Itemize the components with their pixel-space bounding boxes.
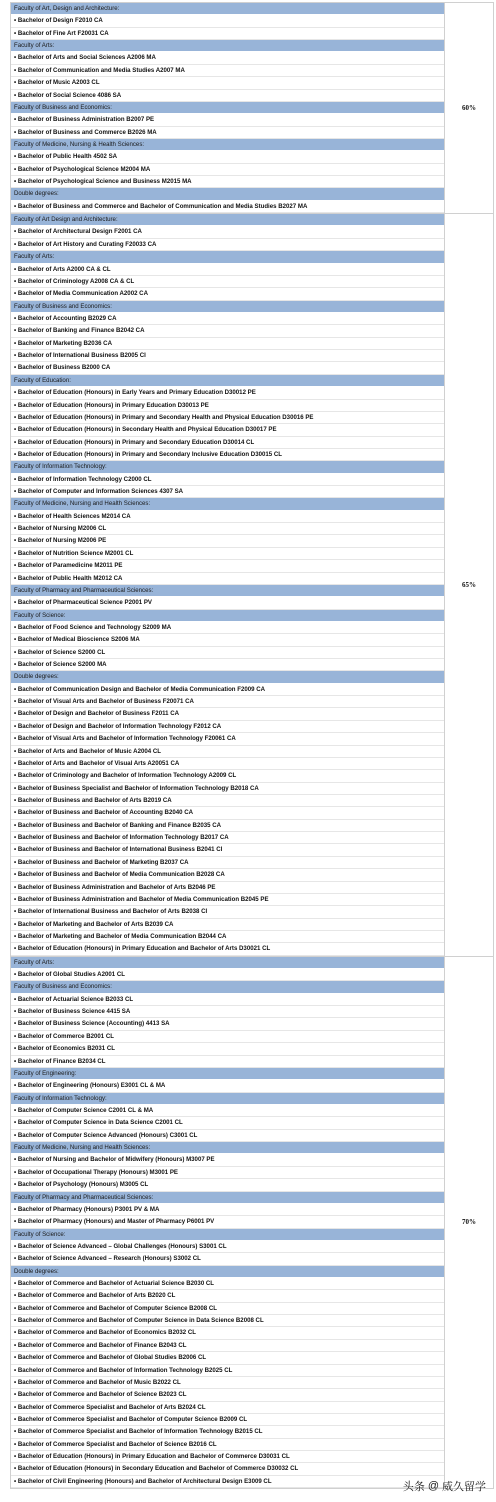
course-item: • Bachelor of Science Advanced – Research (Honours) S3002 CL: [11, 1253, 444, 1265]
faculty-header: Faculty of Business and Economics:: [11, 301, 444, 313]
course-item: • Bachelor of Public Health 4502 SA: [11, 151, 444, 163]
faculty-header: Faculty of Pharmacy and Pharmaceutical Sciences:: [11, 585, 444, 597]
course-item: • Bachelor of Design and Bachelor of Business F2011 CA: [11, 708, 444, 720]
course-item: • Bachelor of Commerce and Bachelor of Computer Science B2008 CL: [11, 1303, 444, 1315]
faculty-header: Double degrees:: [11, 671, 444, 683]
course-item: • Bachelor of Commerce and Bachelor of Science B2023 CL: [11, 1389, 444, 1401]
course-item: • Bachelor of Pharmaceutical Science P2001 PV: [11, 597, 444, 609]
course-list-cell: [11, 956, 445, 1488]
course-item: • Bachelor of Commerce Specialist and Bachelor of Information Technology B2015 CL: [11, 1426, 444, 1438]
course-item: • Bachelor of Computer Science C2001 CL & MA: [11, 1105, 444, 1117]
course-item: • Bachelor of Actuarial Science B2033 CL: [11, 994, 444, 1006]
course-item: • Bachelor of Education (Honours) in Primary Education and Bachelor of Commerce D30031 CL: [11, 1451, 444, 1463]
course-item: • Bachelor of Public Health M2012 CA: [11, 573, 444, 585]
course-item: • Bachelor of Education (Honours) in Primary Education and Bachelor of Arts D30021 CL: [11, 943, 444, 955]
faculty-header: Double degrees:: [11, 188, 444, 200]
course-item: • Bachelor of Science S2000 CL: [11, 647, 444, 659]
course-item: • Bachelor of Education (Honours) in Primary and Secondary Inclusive Education D30015 CL: [11, 449, 444, 461]
faculty-header: Faculty of Art Design and Architecture:: [11, 214, 444, 226]
course-item: • Bachelor of Education (Honours) in Primary and Secondary Health and Physical Education D30016 PE: [11, 412, 444, 424]
course-item: • Bachelor of Pharmacy (Honours) P3001 PV & MA: [11, 1204, 444, 1216]
watermark-account: 威久留学: [442, 1481, 486, 1493]
course-item: • Bachelor of Business and Commerce B2026 MA: [11, 127, 444, 139]
course-item: • Bachelor of Psychological Science and Business M2015 MA: [11, 176, 444, 188]
course-item: • Bachelor of Business Administration and Bachelor of Arts B2046 PE: [11, 882, 444, 894]
course-item: • Bachelor of Marketing and Bachelor of Media Communication B2044 CA: [11, 931, 444, 943]
faculty-header: Faculty of Information Technology:: [11, 1093, 444, 1105]
course-item: • Bachelor of Commerce and Bachelor of Arts B2020 CL: [11, 1290, 444, 1302]
course-item: • Bachelor of Global Studies A2001 CL: [11, 969, 444, 981]
course-item: • Bachelor of Business Administration and Bachelor of Media Communication B2045 PE: [11, 894, 444, 906]
course-item: • Bachelor of Education (Honours) in Early Years and Primary Education D30012 PE: [11, 387, 444, 399]
group-row: [11, 3, 494, 214]
course-item: • Bachelor of Arts and Bachelor of Visual Arts A20051 CA: [11, 758, 444, 770]
course-item: • Bachelor of Architectural Design F2001 CA: [11, 226, 444, 238]
course-item: • Bachelor of Finance B2034 CL: [11, 1056, 444, 1068]
faculty-header: Faculty of Arts:: [11, 957, 444, 969]
course-item: • Bachelor of Food Science and Technology S2009 MA: [11, 622, 444, 634]
faculty-header: Double degrees:: [11, 1266, 444, 1278]
course-item: • Bachelor of Commerce and Bachelor of Music B2022 CL: [11, 1377, 444, 1389]
course-item: • Bachelor of Visual Arts and Bachelor of Information Technology F20061 CA: [11, 733, 444, 745]
course-item: • Bachelor of Occupational Therapy (Honours) M3001 PE: [11, 1167, 444, 1179]
course-item: • Bachelor of Commerce and Bachelor of Finance B2043 CL: [11, 1340, 444, 1352]
course-item: • Bachelor of Business Specialist and Bachelor of Information Technology B2018 CA: [11, 783, 444, 795]
course-item: • Bachelor of Psychological Science M2004 MA: [11, 164, 444, 176]
percent-cell: 60%: [445, 3, 494, 214]
course-item: • Bachelor of Commerce Specialist and Bachelor of Computer Science B2009 CL: [11, 1414, 444, 1426]
faculty-header: Faculty of Science:: [11, 1229, 444, 1241]
course-item: • Bachelor of Communication and Media Studies A2007 MA: [11, 65, 444, 77]
course-item: • Bachelor of Civil Engineering (Honours) and Bachelor of Architectural Design E3009 CL: [11, 1476, 444, 1488]
course-item: • Bachelor of Fine Art F20031 CA: [11, 28, 444, 40]
course-item: • Bachelor of Marketing B2036 CA: [11, 338, 444, 350]
faculty-header: Faculty of Information Technology:: [11, 461, 444, 473]
course-item: • Bachelor of Media Communication A2002 CA: [11, 288, 444, 300]
faculty-header: Faculty of Engineering:: [11, 1068, 444, 1080]
course-item: • Bachelor of Nursing M2006 PE: [11, 535, 444, 547]
course-table: [10, 2, 494, 1489]
course-item: • Bachelor of Design and Bachelor of Information Technology F2012 CA: [11, 721, 444, 733]
course-item: • Bachelor of Business B2000 CA: [11, 362, 444, 374]
course-item: • Bachelor of Commerce and Bachelor of Information Technology B2025 CL: [11, 1365, 444, 1377]
course-item: • Bachelor of Marketing and Bachelor of Arts B2039 CA: [11, 919, 444, 931]
course-item: • Bachelor of Information Technology C2000 CL: [11, 474, 444, 486]
course-item: • Bachelor of Economics B2031 CL: [11, 1043, 444, 1055]
course-item: • Bachelor of Computer Science in Data Science C2001 CL: [11, 1117, 444, 1129]
course-item: • Bachelor of Commerce and Bachelor of Economics B2032 CL: [11, 1327, 444, 1339]
course-table-body: [11, 3, 494, 1489]
course-item: • Bachelor of Commerce Specialist and Bachelor of Science B2016 CL: [11, 1439, 444, 1451]
course-item: • Bachelor of Medical Bioscience S2006 MA: [11, 634, 444, 646]
course-item: • Bachelor of Education (Honours) in Secondary Education and Bachelor of Commerce D30032 CL: [11, 1463, 444, 1475]
course-item: • Bachelor of Commerce and Bachelor of Global Studies B2006 CL: [11, 1352, 444, 1364]
course-item: • Bachelor of Health Sciences M2014 CA: [11, 511, 444, 523]
course-item: • Bachelor of Commerce B2001 CL: [11, 1031, 444, 1043]
group-row: [11, 214, 494, 957]
course-item: • Bachelor of Communication Design and Bachelor of Media Communication F2009 CA: [11, 684, 444, 696]
course-item: • Bachelor of Banking and Finance B2042 CA: [11, 325, 444, 337]
course-item: • Bachelor of Business and Bachelor of Banking and Finance B2035 CA: [11, 820, 444, 832]
course-item: • Bachelor of Art History and Curating F20033 CA: [11, 239, 444, 251]
course-item: • Bachelor of Computer and Information Sciences 4307 SA: [11, 486, 444, 498]
course-item: • Bachelor of Music A2003 CL: [11, 77, 444, 89]
course-item: • Bachelor of Science Advanced – Global Challenges (Honours) S3001 CL: [11, 1241, 444, 1253]
course-item: • Bachelor of Arts A2000 CA & CL: [11, 264, 444, 276]
course-item: • Bachelor of Arts and Social Sciences A2006 MA: [11, 52, 444, 64]
course-item: • Bachelor of Business Science (Accounting) 4413 SA: [11, 1018, 444, 1030]
course-item: • Bachelor of Arts and Bachelor of Music A2004 CL: [11, 746, 444, 758]
percent-cell: 65%: [445, 214, 494, 957]
course-item: • Bachelor of Nutrition Science M2001 CL: [11, 548, 444, 560]
course-item: • Bachelor of Criminology and Bachelor of Information Technology A2009 CL: [11, 770, 444, 782]
percent-cell: 70%: [445, 956, 494, 1488]
course-item: • Bachelor of Pharmacy (Honours) and Master of Pharmacy P6001 PV: [11, 1216, 444, 1228]
faculty-header: Faculty of Medicine, Nursing and Health Sciences:: [11, 498, 444, 510]
course-item: • Bachelor of Nursing M2006 CL: [11, 523, 444, 535]
course-item: • Bachelor of Nursing and Bachelor of Midwifery (Honours) M3007 PE: [11, 1154, 444, 1166]
course-item: • Bachelor of Business Administration B2007 PE: [11, 114, 444, 126]
course-item: • Bachelor of Accounting B2029 CA: [11, 313, 444, 325]
faculty-header: Faculty of Medicine, Nursing and Health Sciences:: [11, 1142, 444, 1154]
course-list-cell: [11, 3, 445, 214]
course-item: • Bachelor of International Business B2005 CI: [11, 350, 444, 362]
faculty-header: Faculty of Education:: [11, 375, 444, 387]
faculty-header: Faculty of Pharmacy and Pharmaceutical Sciences:: [11, 1192, 444, 1204]
course-item: • Bachelor of Commerce and Bachelor of Actuarial Science B2030 CL: [11, 1278, 444, 1290]
course-item: • Bachelor of Business and Bachelor of Accounting B2040 CA: [11, 807, 444, 819]
course-item: • Bachelor of Business Science 4415 SA: [11, 1006, 444, 1018]
course-item: • Bachelor of Business and Bachelor of International Business B2041 CI: [11, 844, 444, 856]
course-item: • Bachelor of Education (Honours) in Secondary Health and Physical Education D30017 PE: [11, 424, 444, 436]
course-item: • Bachelor of Commerce and Bachelor of Computer Science in Data Science B2008 CL: [11, 1315, 444, 1327]
course-item: • Bachelor of Psychology (Honours) M3005 CL: [11, 1179, 444, 1191]
group-row: [11, 956, 494, 1488]
faculty-header: Faculty of Business and Economics:: [11, 981, 444, 993]
course-item: • Bachelor of Visual Arts and Bachelor of Business F20071 CA: [11, 696, 444, 708]
course-item: • Bachelor of Education (Honours) in Primary Education D30013 PE: [11, 400, 444, 412]
watermark: [403, 1478, 486, 1494]
course-item: • Bachelor of Criminology A2008 CA & CL: [11, 276, 444, 288]
course-item: • Bachelor of Paramedicine M2011 PE: [11, 560, 444, 572]
watermark-platform: 头条: [402, 1481, 425, 1493]
course-item: • Bachelor of Business and Commerce and Bachelor of Communication and Media Studies B2027 MA: [11, 201, 444, 213]
course-list-cell: [11, 214, 445, 957]
faculty-header: Faculty of Science:: [11, 610, 444, 622]
course-item: • Bachelor of Business and Bachelor of Marketing B2037 CA: [11, 857, 444, 869]
course-item: • Bachelor of Design F2010 CA: [11, 15, 444, 27]
course-item: • Bachelor of Business and Bachelor of Information Technology B2017 CA: [11, 832, 444, 844]
course-item: • Bachelor of Social Science 4086 SA: [11, 90, 444, 102]
course-item: • Bachelor of Computer Science Advanced (Honours) C3001 CL: [11, 1130, 444, 1142]
course-item: • Bachelor of Education (Honours) in Primary and Secondary Education D30014 CL: [11, 437, 444, 449]
faculty-header: Faculty of Arts:: [11, 40, 444, 52]
faculty-header: Faculty of Arts:: [11, 251, 444, 263]
faculty-header: Faculty of Medicine, Nursing & Health Sciences:: [11, 139, 444, 151]
course-item: • Bachelor of Science S2000 MA: [11, 659, 444, 671]
course-item: • Bachelor of Engineering (Honours) E3001 CL & MA: [11, 1080, 444, 1092]
course-item: • Bachelor of Commerce Specialist and Bachelor of Arts B2024 CL: [11, 1402, 444, 1414]
course-item: • Bachelor of Business and Bachelor of Media Communication B2028 CA: [11, 869, 444, 881]
faculty-header: Faculty of Business and Economics:: [11, 102, 444, 114]
course-item: • Bachelor of International Business and Bachelor of Arts B2038 CI: [11, 906, 444, 918]
faculty-header: Faculty of Art, Design and Architecture:: [11, 3, 444, 15]
watermark-separator: @: [427, 1480, 439, 1492]
course-item: • Bachelor of Business and Bachelor of Arts B2019 CA: [11, 795, 444, 807]
